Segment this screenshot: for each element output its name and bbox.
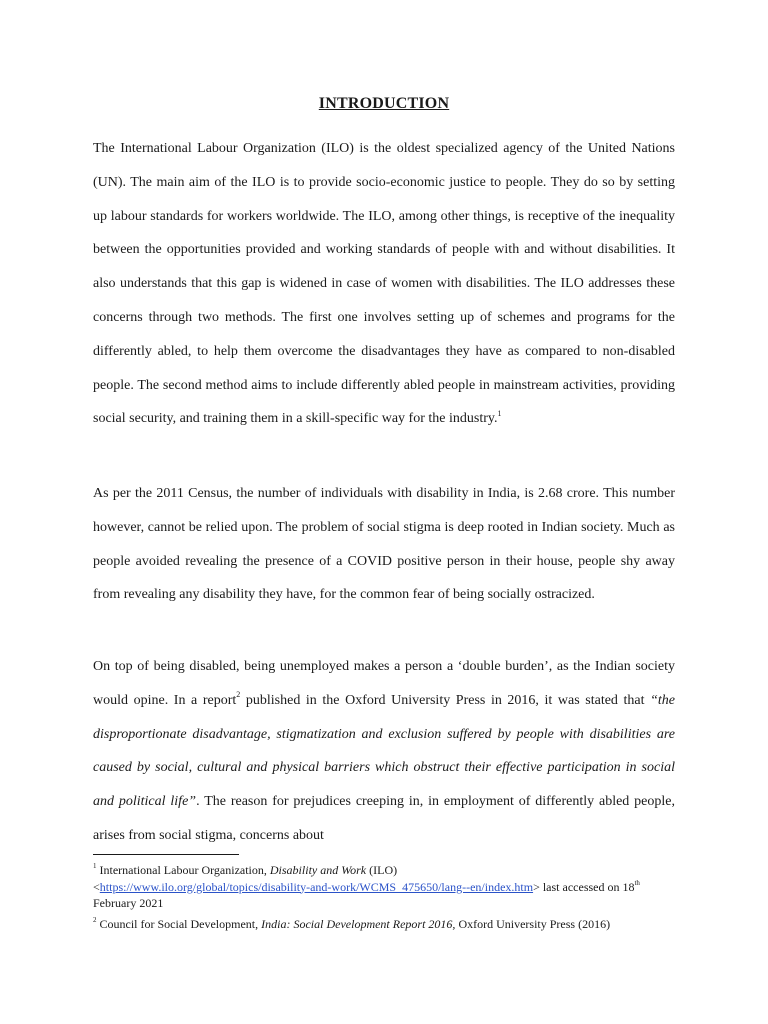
footnote-title: India: Social Development Report 2016, bbox=[261, 916, 456, 931]
paragraph-double-burden bbox=[93, 650, 675, 853]
paragraph-text-part2: published in the Oxford University Press in 2016, it was stated that bbox=[240, 692, 651, 708]
page-title: INTRODUCTION bbox=[318, 95, 450, 112]
report-quote: “the disproportionate disadvantage, stigmatization and exclusion suffered by people with disabilities are caused by social, cultural and physical barriers which obstruct their effective participation in social and political life” bbox=[93, 692, 675, 810]
paragraph-ilo-intro bbox=[93, 132, 675, 436]
footnote-text: > last accessed on 18 bbox=[533, 879, 635, 894]
footnote-divider bbox=[93, 854, 239, 855]
footnote-text: (ILO) bbox=[366, 863, 398, 877]
footnote-text: < bbox=[93, 879, 100, 894]
footnote-ordinal: th bbox=[634, 878, 640, 887]
footnote-number: 1 bbox=[93, 862, 97, 870]
footnote-1 bbox=[93, 862, 675, 912]
footnote-2 bbox=[93, 916, 675, 933]
footnote-text: Oxford University Press (2016) bbox=[455, 916, 611, 931]
footnote-ref-2[interactable]: 2 bbox=[236, 690, 241, 700]
footnote-text: February 2021 bbox=[93, 896, 164, 910]
ilo-link[interactable]: https://www.ilo.org/global/topics/disability-and-work/WCMS_475650/lang--en/index.htm bbox=[99, 879, 534, 894]
footnote-text: International Labour Organization, bbox=[99, 863, 270, 877]
paragraph-text: The International Labour Organization (ILO) is the oldest specialized agency of the United Nations (UN). The main aim of the ILO is to provide socio-economic justice to people. They do so by setting up labour standards for workers worldwide. The ILO, among other things, is receptive of the inequality between the opportunities provided and working standards of people with and without disabilities. It also understands that this gap is widened in case of women with disabilities. The ILO addresses these concerns through two methods. The first one involves setting up of schemes and programs for the differently abled, to help them overcome the disadvantages they have as compared to non-disabled people. The second method aims to include differently abled people in mainstream activities, providing social security, and training them in a skill-specific way for the industry. bbox=[93, 141, 675, 427]
footnote-ref-1[interactable]: 1 bbox=[497, 408, 502, 418]
footnote-number: 2 bbox=[93, 915, 97, 924]
paragraph-text-part3: . The reason for prejudices creeping in, in employment of differently abled people, arises from social stigma, concerns about bbox=[93, 794, 675, 843]
footnote-text: Council for Social Development, bbox=[99, 916, 262, 931]
footnotes bbox=[93, 862, 675, 936]
footnote-title: Disability and Work bbox=[269, 863, 367, 877]
paragraph-text-part1: On top of being disabled, being unemployed makes a person a ‘double burden’, as the Indian society would opine. In a report bbox=[93, 659, 675, 708]
paragraph-census: As per the 2011 Census, the number of individuals with disability in India, is 2.68 crore. This number however, cannot be relied upon. The problem of social stigma is deep rooted in Indian society. Much as people avoided revealing the presence of a COVID positive person in their house, people shy away from revealing any disability they have, for the common fear of being socially ostracized. bbox=[93, 486, 675, 603]
